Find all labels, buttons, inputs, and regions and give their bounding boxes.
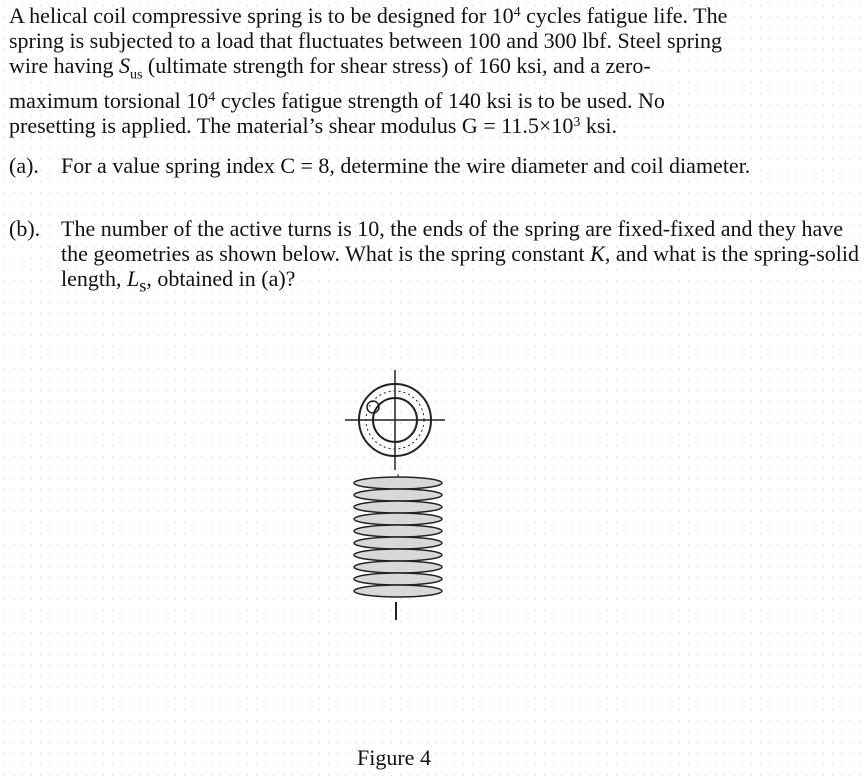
part-a-label: (a). <box>9 153 39 178</box>
exponent: 4 <box>208 90 216 105</box>
part-b-text <box>61 216 859 299</box>
part-a <box>9 153 859 178</box>
text-run: maximum torsional 10 <box>9 88 209 113</box>
text-run: cycles fatigue strength of 140 ksi is to be used. No <box>215 88 665 113</box>
text-run: , obtained in (a)? <box>146 266 296 292</box>
part-b-label: (b). <box>9 216 41 241</box>
symbol: S <box>118 53 130 79</box>
spring-figure <box>340 370 460 630</box>
figure-caption: Figure 4 <box>357 745 431 770</box>
part-a-text: For a value spring index C = 8, determine the wire diameter and coil diameter. <box>61 153 751 178</box>
part-b <box>9 216 859 299</box>
exponent: 3 <box>573 115 581 131</box>
subscript: s <box>139 275 147 296</box>
text-run: wire having <box>9 53 119 79</box>
text-run: cycles fatigue life. The <box>520 3 728 28</box>
text-run: presetting is applied. The material’s shear modulus G = 11.5×10 <box>9 113 574 139</box>
subscript: us <box>129 67 143 83</box>
text-run: spring is subjected to a load that fluctuates between 100 and 300 lbf. Steel spring <box>9 28 723 54</box>
problem-statement <box>9 3 857 138</box>
text-run: A helical coil compressive spring is to be designed for 10 <box>9 3 514 28</box>
text-run: ksi. <box>580 113 618 139</box>
symbol: L <box>127 266 140 292</box>
exponent: 4 <box>513 5 521 20</box>
spring-end-view <box>345 370 445 470</box>
text-run: The number of the active turns is 10, the ends of the spring are fixed-fixed and they have the geometries as shown below. What is the spring constant <box>61 216 843 267</box>
spring-side-view <box>354 474 442 620</box>
symbol: K <box>590 241 605 267</box>
text-run: , and what is the spring-solid length, <box>61 241 860 292</box>
text-run: (ultimate strength for shear stress) of 160 ksi, and a zero- <box>142 53 651 79</box>
